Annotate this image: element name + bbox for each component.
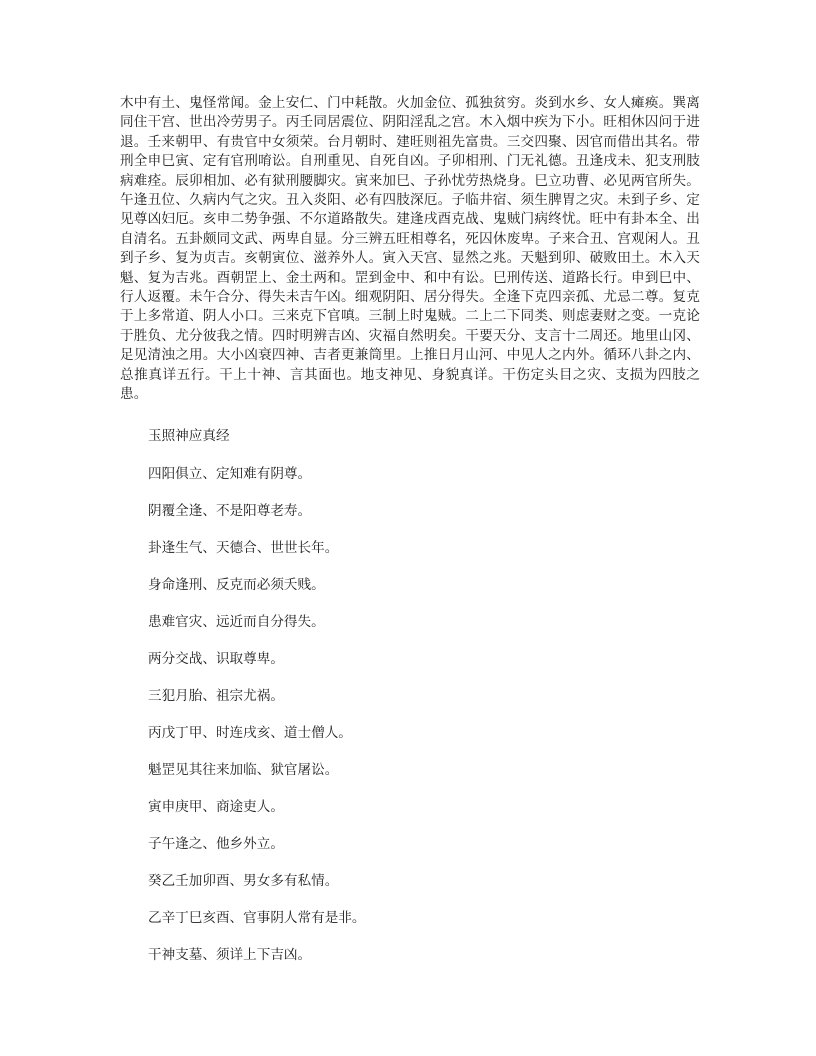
verse-line: 子午逢之、他乡外立。 (148, 835, 284, 852)
verse-line: 丙戊丁甲、时连戌亥、道士僧人。 (148, 724, 352, 741)
body-paragraph: 木中有土、鬼怪常闻。金上安仁、门中耗散。火加金位、孤独贫穷。炎到水乡、女人瘫痪。巽离同住干宫、世出冷劳男子。丙壬同居震位、阴阳淫乱之宫。木入烟中疾为下小。旺相休囚问于进退。壬来朝甲、有贵官中女须荣。台月朝时、建旺则祖先富贵。三交四聚、因官而借出其名。带刑全申巳寅、定有官刑唷讼。自刑重见、自死自凶。子卯相刑、门无礼德。丑逢戌未、犯支刑肢病难痊。辰卯相加、必有狱刑腰脚灾。寅来加巳、子孙忧劳热烧身。巳立功曹、必见两官所失。午逢丑位、久病内气之灾。丑入炎阳、必有四肢深厄。子临井宿、须生脾胃之灾。未到子乡、定见尊凶妇厄。亥申二势争强、不尔道路散失。建逢戌酉克战、鬼贼门病终忧。旺中有卦本全、出自清名。五卦颇同文武、两卑自显。分三辨五旺相尊名，死囚休废卑。子来合丑、宫观闲人。丑到子乡、复为贞吉。亥朝寅位、滋养外人。寅入天宫、显然之兆。天魁到卯、破败田土。木入天魁、复为吉兆。酉朝罡上、金土两和。罡到金中、和中有讼。巳刑传送、道路长行。申到巳中、行人返覆。未午合分、得失未吉午凶。细观阴阳、居分得失。全逢下克四亲孤、尤忌二尊。复克于上多常道、阴人小口。三来克下官嗔。三制上时鬼贼。二上二下同类、则虑妻财之变。一克论于胜负、尤分彼我之情。四时明辨吉凶、灾福自然明矣。干要天分、支言十二周还。地里山冈、足见清浊之用。大小凶衰四神、吉者更兼筒里。上推日月山河、中见人之内外。循环八卦之内、总推真详五行。干上十神、言其面也。地支神见、身貌真详。干伤定头目之灾、支损为四肢之患。 (120, 95, 700, 403)
document-page (120, 94, 700, 964)
verse-line: 卦逢生气、天德合、世世长年。 (148, 539, 339, 556)
verse-line: 阴覆全逢、不是阳尊老寿。 (148, 502, 312, 519)
verse-line: 四阳俱立、定知难有阴尊。 (148, 465, 312, 482)
verse-line: 寅申庚甲、商途吏人。 (148, 798, 284, 815)
verse-line: 干神支墓、须详上下吉凶。 (148, 946, 312, 963)
verse-line: 两分交战、识取尊卑。 (148, 650, 284, 667)
section-title: 玉照神应真经 (148, 427, 230, 444)
verse-line: 魁罡见其往来加临、狱官屠讼。 (148, 761, 339, 778)
verse-line: 癸乙壬加卯酉、男女多有私情。 (148, 872, 339, 889)
verse-line: 患难官灾、远近而自分得失。 (148, 613, 325, 630)
verse-list (120, 465, 700, 964)
verse-line: 乙辛丁巳亥酉、官事阴人常有是非。 (148, 909, 366, 926)
verse-line: 三犯月胎、祖宗尤祸。 (148, 687, 284, 704)
verse-line: 身命逢刑、反克而必须夭贱。 (148, 576, 325, 593)
